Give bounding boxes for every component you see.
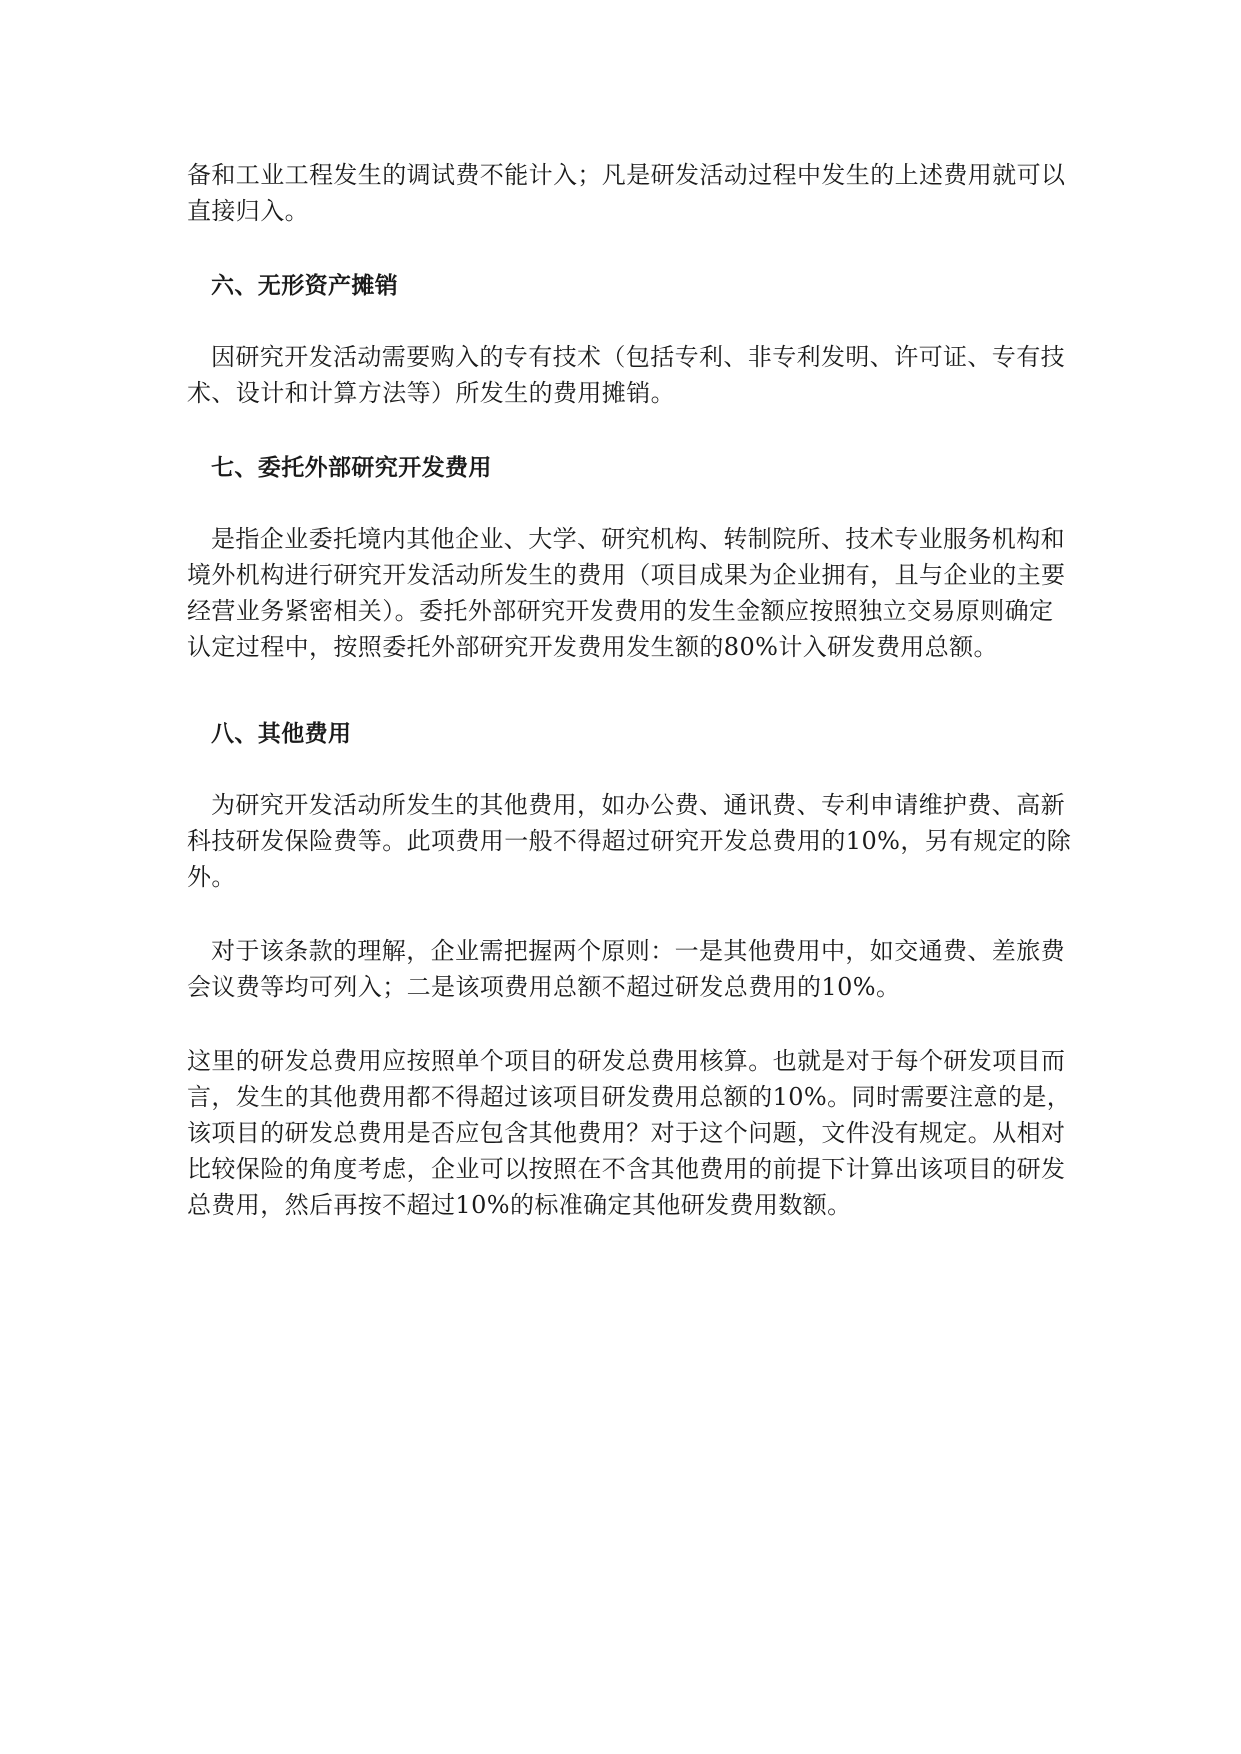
paragraph-line: 认定过程中，按照委托外部研究开发费用发生额的80%计入研发费用总额。 bbox=[187, 633, 998, 661]
section-heading-other-expenses: 八、其他费用 bbox=[211, 721, 352, 747]
paragraph-line: 境外机构进行研究开发活动所发生的费用（项目成果为企业拥有，且与企业的主要 bbox=[187, 561, 1066, 589]
paragraph-line: 对于该条款的理解，企业需把握两个原则：一是其他费用中，如交通费、差旅费 bbox=[211, 937, 1065, 965]
paragraph-line: 这里的研发总费用应按照单个项目的研发总费用核算。也就是对于每个研发项目而 bbox=[187, 1047, 1066, 1075]
paragraph-line: 备和工业工程发生的调试费不能计入；凡是研发活动过程中发生的上述费用就可以 bbox=[187, 161, 1066, 189]
paragraph-line: 为研究开发活动所发生的其他费用，如办公费、通讯费、专利申请维护费、高新 bbox=[211, 791, 1065, 819]
paragraph-line: 比较保险的角度考虑，企业可以按照在不含其他费用的前提下计算出该项目的研发 bbox=[187, 1155, 1066, 1183]
paragraph-line: 总费用，然后再按不超过10%的标准确定其他研发费用数额。 bbox=[187, 1191, 852, 1219]
section-heading-intangible-amortization: 六、无形资产摊销 bbox=[211, 273, 399, 299]
paragraph-line: 外。 bbox=[187, 863, 236, 891]
paragraph-line: 经营业务紧密相关）。委托外部研究开发费用的发生金额应按照独立交易原则确定 bbox=[187, 597, 1054, 625]
paragraph-line: 科技研发保险费等。此项费用一般不得超过研究开发总费用的10%，另有规定的除 bbox=[187, 827, 1072, 855]
paragraph-line: 因研究开发活动需要购入的专有技术（包括专利、非专利发明、许可证、专有技 bbox=[211, 343, 1065, 371]
paragraph-line: 术、设计和计算方法等）所发生的费用摊销。 bbox=[187, 379, 675, 407]
paragraph-line: 该项目的研发总费用是否应包含其他费用？对于这个问题，文件没有规定。从相对 bbox=[187, 1119, 1066, 1147]
paragraph-line: 是指企业委托境内其他企业、大学、研究机构、转制院所、技术专业服务机构和 bbox=[211, 525, 1065, 553]
section-heading-outsourced-rd: 七、委托外部研究开发费用 bbox=[211, 455, 492, 481]
paragraph-line: 言，发生的其他费用都不得超过该项目研发费用总额的10%。同时需要注意的是， bbox=[187, 1083, 1072, 1111]
paragraph-line: 会议费等均可列入；二是该项费用总额不超过研发总费用的10%。 bbox=[187, 973, 901, 1001]
paragraph-line: 直接归入。 bbox=[187, 197, 309, 225]
